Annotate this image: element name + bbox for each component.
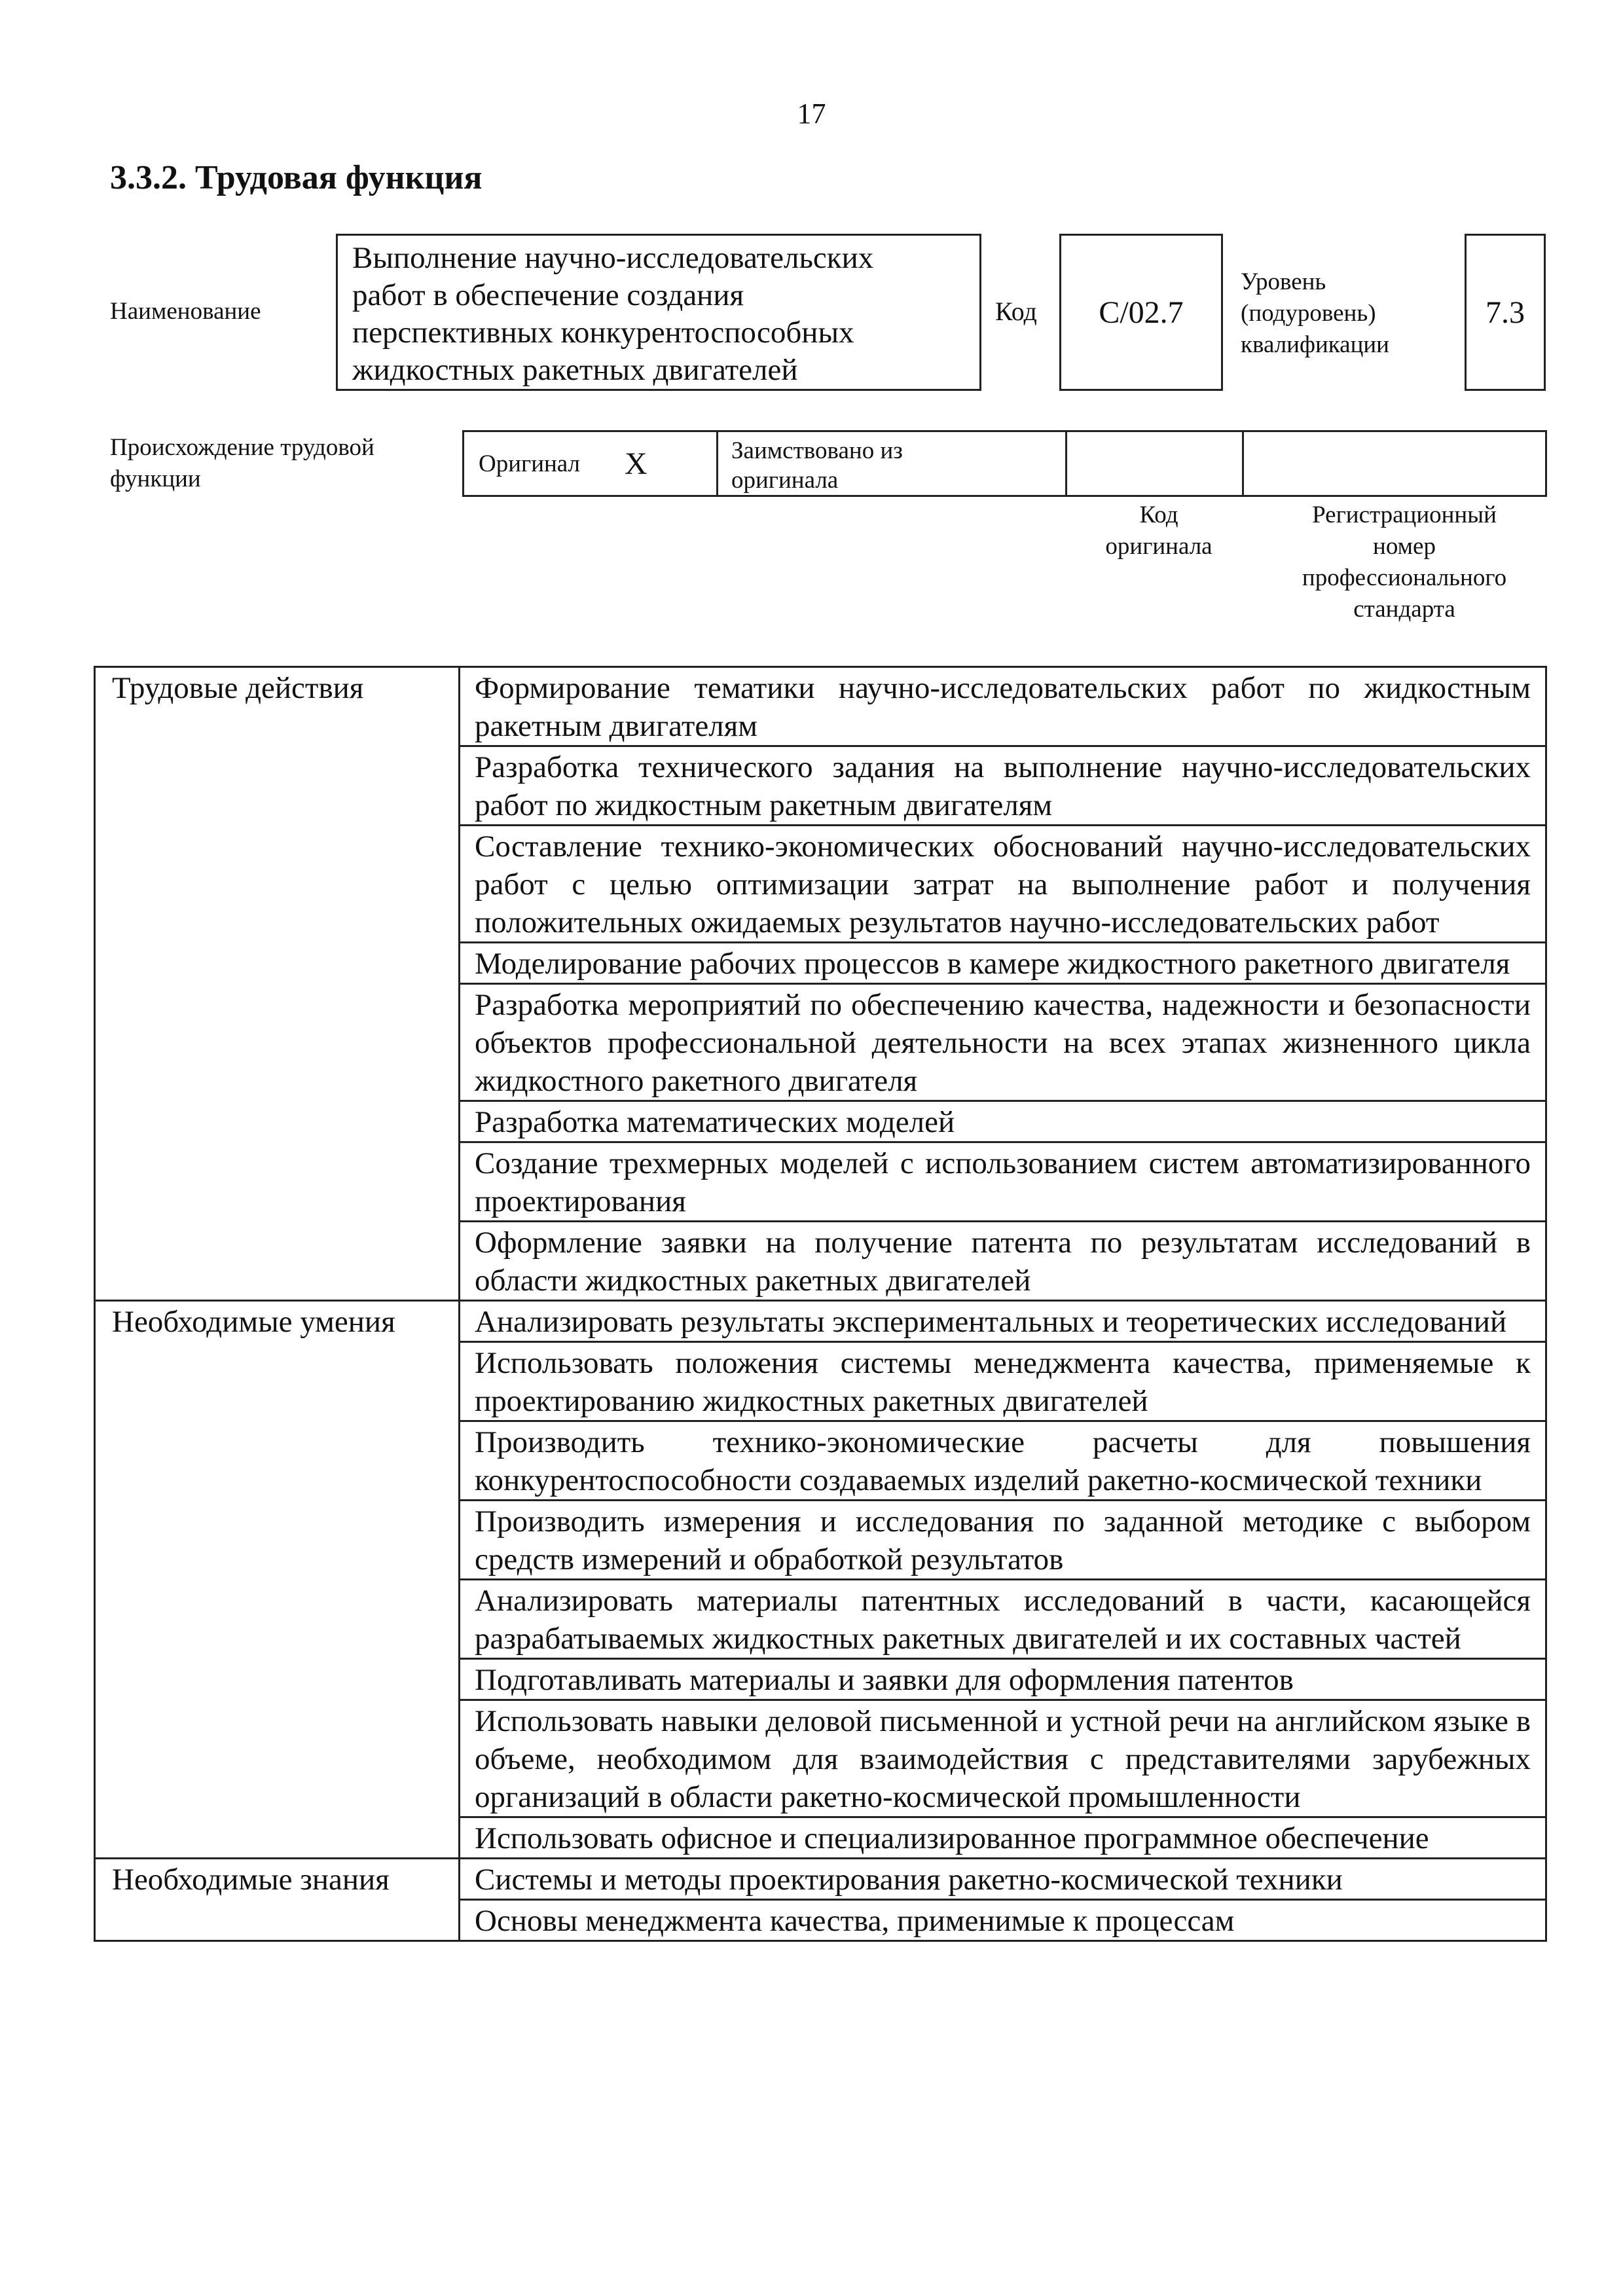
function-name-line: перспективных конкурентоспособных xyxy=(352,316,854,350)
table-cell-item: Моделирование рабочих процессов в камере жидкостного ракетного двигателя xyxy=(460,943,1546,984)
caption-line: оригинала xyxy=(1105,533,1213,560)
section-title: 3.3.2. Трудовая функция xyxy=(110,159,483,196)
borrowed-cell xyxy=(718,432,1067,495)
table-cell-item: Анализировать результаты экспериментальных и теоретических исследований xyxy=(460,1301,1546,1342)
table-cell-item: Создание трехмерных моделей с использованием систем автоматизированного проектирования xyxy=(460,1142,1546,1222)
registration-number-caption xyxy=(1260,500,1548,625)
origin-strip xyxy=(462,430,1547,497)
table-cell-item: Формирование тематики научно-исследовательских работ по жидкостным ракетным двигателям xyxy=(460,667,1546,746)
function-name-line: Выполнение научно-исследовательских xyxy=(352,241,874,275)
table-cell-item: Использовать офисное и специализированное программное обеспечение xyxy=(460,1817,1546,1859)
table-cell-item: Разработка технического задания на выполнение научно-исследовательских работ по жидкостным ракетным двигателям xyxy=(460,746,1546,826)
origin-label-line: Происхождение трудовой xyxy=(110,434,374,461)
code-label: Код xyxy=(995,297,1037,326)
original-code-cell xyxy=(1067,432,1244,495)
table-cell-item: Анализировать материалы патентных исследований в части, касающейся разрабатываемых жидкостных ракетных двигателей и их составных частей xyxy=(460,1580,1546,1659)
level-label-line: квалификации xyxy=(1241,331,1389,358)
table-cell-item: Использовать навыки деловой письменной и устной речи на английском языке в объеме, необходимом для взаимодействия с представителями зарубежных организаций в области ракетно-космической промышленности xyxy=(460,1700,1546,1817)
original-code-caption xyxy=(1061,500,1257,562)
original-label: Оригинал xyxy=(479,450,581,477)
function-name-line: работ в обеспечение создания xyxy=(352,278,744,312)
caption-line: стандарта xyxy=(1353,596,1455,623)
function-name-box xyxy=(336,234,981,391)
category-required-knowledge: Необходимые знания xyxy=(95,1859,460,1941)
table-row xyxy=(95,667,1546,746)
level-label-line: Уровень xyxy=(1241,268,1326,295)
page-number: 17 xyxy=(797,98,826,130)
table-cell-item: Производить измерения и исследования по заданной методике с выбором средств измерений и обработкой результатов xyxy=(460,1501,1546,1580)
table-cell-item: Оформление заявки на получение патента по результатам исследований в области жидкостных ракетных двигателей xyxy=(460,1222,1546,1301)
level-label-line: (подуровень) xyxy=(1241,300,1376,327)
table-row xyxy=(95,1301,1546,1342)
original-mark: X xyxy=(625,446,647,481)
table-cell-item: Разработка математических моделей xyxy=(460,1101,1546,1142)
name-label: Наименование xyxy=(110,298,261,325)
category-required-skills: Необходимые умения xyxy=(95,1301,460,1859)
table-cell-item: Разработка мероприятий по обеспечению качества, надежности и безопасности объектов профессиональной деятельности на всех этапах жизненного цикла жидкостного ракетного двигателя xyxy=(460,984,1546,1101)
caption-line: Код xyxy=(1139,501,1178,528)
level-value: 7.3 xyxy=(1465,234,1546,391)
caption-line: номер xyxy=(1373,533,1436,560)
table-cell-item: Основы менеджмента качества, применимые к процессам xyxy=(460,1900,1546,1941)
borrowed-line: Заимствовано из xyxy=(731,437,903,464)
table-cell-item: Составление технико-экономических обоснований научно-исследовательских работ с целью оптимизации затрат на выполнение работ и получения положительных ожидаемых результатов научно-исследовательских работ xyxy=(460,826,1546,943)
table-row xyxy=(95,1859,1546,1900)
borrowed-line: оригинала xyxy=(731,467,839,494)
origin-label xyxy=(110,432,374,495)
table-cell-item: Подготавливать материалы и заявки для оформления патентов xyxy=(460,1659,1546,1700)
table-cell-item: Использовать положения системы менеджмента качества, применяемые к проектированию жидкостных ракетных двигателей xyxy=(460,1342,1546,1421)
registration-number-cell xyxy=(1244,432,1545,495)
level-label xyxy=(1241,266,1389,361)
caption-line: профессионального xyxy=(1302,564,1507,591)
table-cell-item: Производить технико-экономические расчеты для повышения конкурентоспособности создаваемых изделий ракетно-космической техники xyxy=(460,1421,1546,1501)
caption-line: Регистрационный xyxy=(1312,501,1497,528)
original-cell xyxy=(464,432,718,495)
function-name-line: жидкостных ракетных двигателей xyxy=(352,353,798,387)
function-details-table xyxy=(94,666,1547,1942)
code-value: C/02.7 xyxy=(1059,234,1223,391)
category-labor-actions: Трудовые действия xyxy=(95,667,460,1301)
origin-label-line: функции xyxy=(110,465,201,492)
table-cell-item: Системы и методы проектирования ракетно-космической техники xyxy=(460,1859,1546,1900)
